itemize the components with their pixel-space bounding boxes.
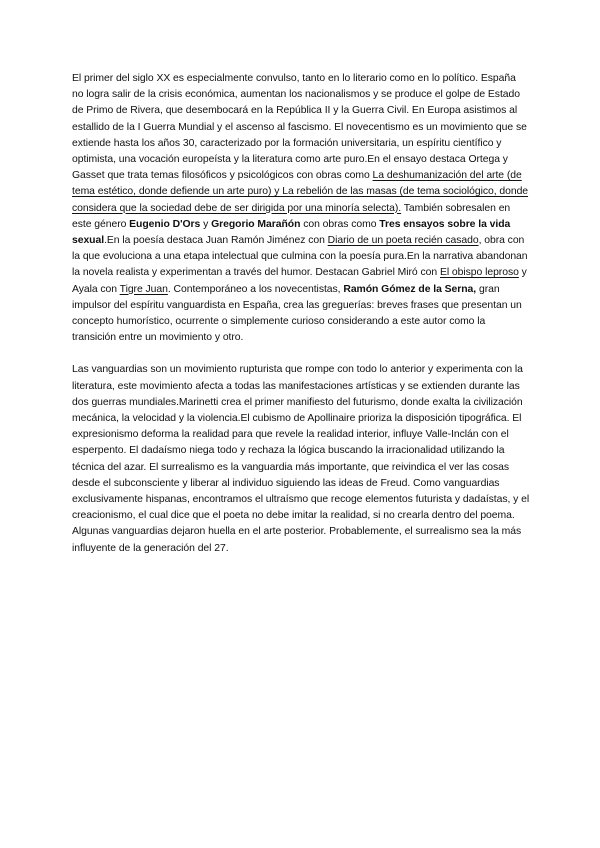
text-run: gran impulsor del espíritu vanguardista en España, crea las greguerías: breves frases que presentan un concepto humorístico, ocurrente o simplemente curioso considerando a este autor como la transición entre un movimiento y otro. <box>72 283 522 344</box>
text-run: y Ayala con <box>72 267 527 295</box>
underlined-title-tigre-juan: Tigre Juan <box>119 283 168 295</box>
paragraph-vanguardias <box>72 362 530 556</box>
bold-title-tres-ensayos: Tres ensayos sobre la vida sexual <box>72 218 511 247</box>
underlined-title-obispo-leproso: El obispo leproso <box>439 267 519 279</box>
text-run: El primer del siglo XX es especialmente convulso, tanto en lo literario como en lo político. España no logra salir de la crisis económica, aumentan los nacionalismos y se produce el golpe de Estado de Primo de Rivera, que desembocará en la República II y la Guerra Civil. En Europa asistimos al estallido de la I Guerra Mundial y el ascenso al fascismo. El novecentismo es un movimiento que se extiende hasta los años 30, caracterizado por la formación universitaria, un espíritu científico y optimista, una vocación europeísta y la literatura como arte puro.En el ensayo destaca Ortega y Gasset que trata temas filosóficos y psicológicos con obras como <box>72 73 527 182</box>
underlined-title-ortega-works: La deshumanización del arte (de tema estético, donde defiende un arte puro) y La rebelión de las masas (de tema sociológico, donde considera que la sociedad debe de ser dirigida por una minoría selecta). <box>72 170 529 214</box>
bold-author-eugenio-dors: Eugenio D'Ors <box>129 218 201 230</box>
text-run: .En la poesía destaca Juan Ramón Jiménez con <box>104 235 328 247</box>
bold-author-gregorio-maranon: Gregorio Marañón <box>211 218 301 230</box>
text-run: con obras como <box>300 218 380 230</box>
text-run: . Contemporáneo a los novecentistas, <box>167 283 344 295</box>
paragraph-novecentismo <box>72 71 530 346</box>
bold-author-ramon-gomez: Ramón Gómez de la Serna, <box>343 283 477 295</box>
text-run: También sobresalen en este género <box>72 202 511 230</box>
text-run: , obra con la que evoluciona a una etapa intelectual que culmina con la poesía pura.En la narrativa abandonan la novela realista y experimentan a través del humor. Destacan Gabriel Miró con <box>72 235 528 279</box>
underlined-title-diario-poeta: Diario de un poeta recién casado <box>327 235 479 247</box>
document-body <box>72 71 530 557</box>
text-run: y <box>200 218 212 230</box>
text-run: Las vanguardias son un movimiento rupturista que rompe con todo lo anterior y experimenta con la literatura, este movimiento afecta a todas las manifestaciones artísticas y se extienden durante las dos guerras mundiales.Marinetti crea el primer manifiesto del futurismo, donde exalta la civilización mecánica, la velocidad y la violencia.El cubismo de Apollinaire prioriza la disposición tipográfica. El expresionismo deforma la realidad para que revele la realidad interior, influye Valle-Inclán con el esperpento. El dadaísmo niega todo y rechaza la lógica buscando la irracionalidad utilizando la técnica del azar. El surrealismo es la vanguardia más importante, que reivindica el ver las cosas desde el subconsciente y liberar al individuo siguiendo las ideas de Freud. Como vanguardias exclusivamente hispanas, encontramos el ultraísmo que recoge elementos futurista y dadaístas, y el creacionismo, el cual dice que el poeta no debe imitar la realidad, si no crearla dentro del poema. Algunas vanguardias dejaron huella en el arte posterior. Probablemente, el surrealismo sea la más influyente de la generación del 27. <box>72 364 530 554</box>
